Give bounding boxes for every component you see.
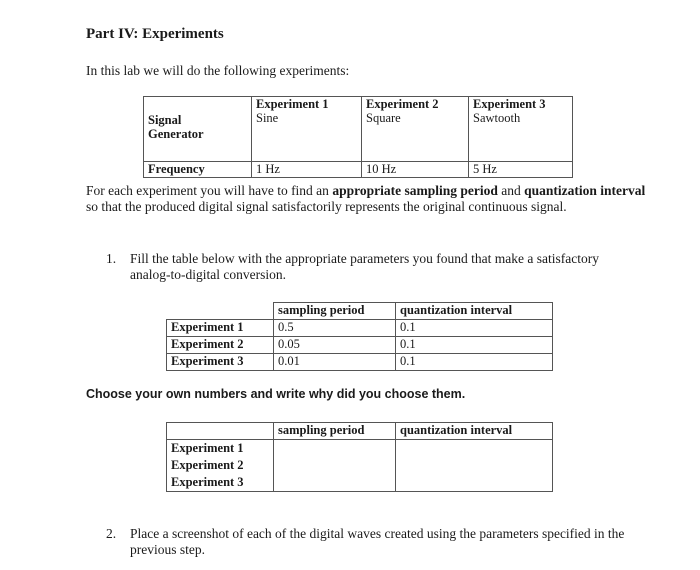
column-header-sampling-period: sampling period — [274, 303, 396, 320]
column-header-experiment-3: Experiment 3 — [473, 97, 546, 111]
sampling-value-3: 0.01 — [274, 354, 396, 371]
instructions-paragraph — [86, 183, 646, 215]
row-label-experiment-1: Experiment 1 — [171, 441, 244, 455]
list-item-text-2: Place a screenshot of each of the digital waves created using the parameters specified in the previous step. — [130, 526, 625, 557]
row-label-experiment-2: Experiment 2 — [171, 458, 244, 472]
experiments-table — [143, 96, 573, 178]
row-label-experiment-3: Experiment 3 — [171, 475, 244, 489]
list-item-number-1: 1. — [106, 251, 117, 266]
table-cell-empty — [167, 423, 274, 440]
paragraph-text-1: For each experiment you will have to find an — [86, 183, 333, 198]
intro-text: In this lab we will do the following experiments: — [86, 63, 350, 78]
column-header-quantization-interval: quantization interval — [396, 303, 553, 320]
column-header-experiment-1: Experiment 1 — [256, 97, 329, 111]
table-row — [167, 440, 553, 492]
column-header-quantization-interval: quantization interval — [396, 423, 553, 440]
row-label-experiment-1: Experiment 1 — [167, 320, 274, 337]
frequency-value-2: 10 Hz — [362, 162, 469, 178]
signal-value-2: Square — [366, 111, 401, 125]
table-cell — [252, 97, 362, 162]
table-row — [167, 354, 553, 371]
quantization-value-2: 0.1 — [396, 337, 553, 354]
parameters-table — [166, 302, 553, 371]
paragraph-bold-sampling: appropriate sampling period — [332, 183, 498, 198]
column-header-experiment-2: Experiment 2 — [366, 97, 439, 111]
frequency-value-3: 5 Hz — [469, 162, 573, 178]
table-row — [144, 162, 573, 178]
quantization-value-1: 0.1 — [396, 320, 553, 337]
custom-parameters-table — [166, 422, 553, 492]
paragraph-text-2: and — [497, 183, 525, 198]
sampling-value-1: 0.5 — [274, 320, 396, 337]
table-cell — [144, 97, 252, 162]
signal-generator-label-line1: Signal — [148, 113, 182, 127]
table-cell — [362, 97, 469, 162]
column-header-sampling-period: sampling period — [274, 423, 396, 440]
frequency-value-1: 1 Hz — [252, 162, 362, 178]
table-cell-empty — [167, 303, 274, 320]
choose-instruction: Choose your own numbers and write why did you choose them. — [86, 387, 466, 401]
section-heading: Part IV: Experiments — [86, 26, 224, 42]
table-cell — [469, 97, 573, 162]
sampling-period-input-cell[interactable] — [274, 440, 396, 492]
table-row — [167, 423, 553, 440]
frequency-label: Frequency — [144, 162, 252, 178]
table-row — [167, 320, 553, 337]
signal-value-1: Sine — [256, 111, 279, 125]
sampling-value-2: 0.05 — [274, 337, 396, 354]
row-label-experiment-2: Experiment 2 — [167, 337, 274, 354]
quantization-value-3: 0.1 — [396, 354, 553, 371]
table-row — [144, 97, 573, 162]
table-row — [167, 303, 553, 320]
row-label-experiment-3: Experiment 3 — [167, 354, 274, 371]
signal-value-3: Sawtooth — [473, 111, 521, 125]
signal-generator-label-line2: Generator — [148, 127, 204, 141]
paragraph-text-3: so that the produced digital signal satisfactorily represents the original continuous signal. — [86, 199, 567, 214]
list-item-text-1: Fill the table below with the appropriate parameters you found that make a satisfactory analog-to-digital conversion. — [130, 251, 599, 282]
list-item-number-2: 2. — [106, 526, 117, 541]
row-labels-cell — [167, 440, 274, 492]
quantization-interval-input-cell[interactable] — [396, 440, 553, 492]
paragraph-bold-quantization: quantization interval — [524, 183, 646, 198]
table-row — [167, 337, 553, 354]
